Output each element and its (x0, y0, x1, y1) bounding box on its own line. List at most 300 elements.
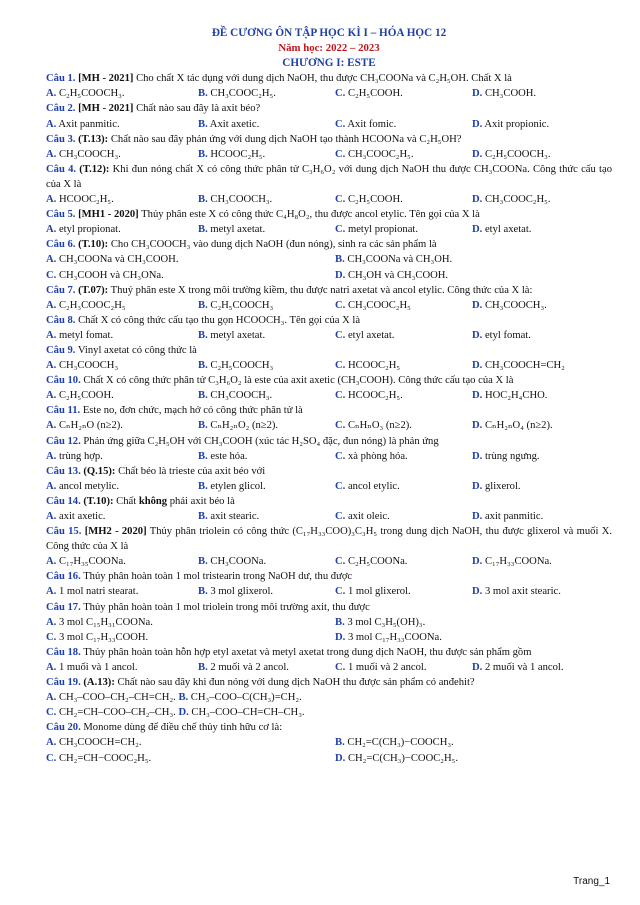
answer-option (46, 751, 335, 766)
answer-options (46, 192, 612, 207)
answer-option (472, 117, 612, 132)
answer-options (46, 388, 612, 403)
question-stem (46, 343, 612, 358)
question-stem (46, 313, 612, 328)
option-letter: C. (335, 480, 346, 492)
option-letter: A. (46, 511, 57, 522)
option-letter: B. (198, 194, 208, 206)
question-number: Câu 4. (46, 163, 77, 175)
option-text: 1 mol natri stearat. (58, 586, 139, 598)
option-letter: C. (335, 511, 346, 522)
option-text: CH₃COOCH=CH₂ (484, 360, 565, 372)
answer-option (335, 358, 472, 373)
question-stem (46, 283, 612, 298)
option-letter: D. (472, 420, 483, 432)
question-number: Câu 5. (46, 209, 76, 221)
answer-option (335, 660, 472, 675)
option-text: trùng ngưng. (484, 450, 540, 462)
question-item (46, 71, 612, 101)
option-text: xà phòng hóa. (347, 450, 408, 462)
answer-option (46, 479, 198, 494)
option-text: Axit axetic. (209, 118, 260, 130)
answer-option (198, 554, 335, 569)
answer-option (198, 358, 335, 373)
option-letter: D. (178, 707, 189, 719)
question-text: Phản ứng giữa C₂H₅OH với CH₃COOH (xúc tác H₂SO₄ đặc, đun nóng) là phản ứng (83, 435, 439, 447)
question-stem (46, 494, 612, 509)
answer-option (335, 554, 472, 569)
answer-option (46, 615, 335, 630)
option-letter: B. (198, 556, 208, 568)
option-text: metyl fomat. (58, 329, 114, 341)
answer-option (472, 192, 612, 207)
option-text: CH₃–COO–C(CH₃)=CH₂. (188, 692, 302, 704)
answer-option (46, 554, 198, 569)
option-text: etyl propionat. (58, 224, 121, 236)
option-text: C₂H₅COOCH₃ (210, 360, 274, 372)
option-text: CH₃COOCH₃. (210, 390, 273, 402)
answer-option (46, 86, 198, 101)
question-number: Câu 11. (46, 405, 81, 417)
question-stem (46, 101, 612, 116)
option-letter: A. (46, 299, 57, 311)
option-letter: A. (46, 480, 57, 492)
option-letter: A. (46, 118, 57, 130)
option-letter: D. (472, 194, 483, 206)
answer-option (335, 751, 612, 766)
answer-option (198, 584, 335, 599)
option-letter: C. (335, 661, 346, 673)
option-text: etyl axetat. (347, 329, 395, 341)
option-letter: B. (335, 254, 345, 266)
option-text: CH₃COOCH₃. (210, 194, 273, 206)
option-text: ancol etylic. (347, 480, 400, 492)
option-text: glixerol. (484, 480, 521, 492)
option-text: HOC₂H₄CHO. (484, 390, 548, 402)
document-title: ĐỀ CƯƠNG ÔN TẬP HỌC KÌ I – HÓA HỌC 12 (211, 27, 447, 39)
answer-option (46, 298, 198, 313)
option-text: C₂H₅COOH. (347, 194, 403, 206)
option-letter: A. (46, 329, 57, 341)
answer-option (472, 660, 612, 675)
answer-options (46, 147, 612, 162)
question-source-tag: (T.07): (78, 284, 109, 296)
answer-option (335, 86, 472, 101)
option-letter: B. (198, 390, 208, 402)
answer-option (198, 509, 335, 524)
option-letter: C. (335, 118, 346, 130)
option-text: 3 mol C₃H₅(OH)₃. (347, 616, 426, 628)
option-text: CH₂=CH−COOC₂H₅. (58, 752, 152, 764)
answer-options (46, 615, 612, 645)
option-text: Axit fomic. (347, 118, 397, 130)
answer-option (46, 358, 198, 373)
answer-option (46, 147, 198, 162)
question-source-tag: [MH1 - 2020] (78, 209, 139, 221)
answer-options (46, 584, 612, 599)
question-stem (46, 162, 612, 192)
answer-option (472, 479, 612, 494)
question-text: Thủy phân hoàn toàn hỗn hợp etyl axetat và metyl axetat trong dung dịch NaOH, thu được sản phẩm gồm (83, 646, 532, 658)
answer-options (46, 735, 612, 765)
question-number: Câu 16. (46, 571, 81, 583)
option-letter: D. (472, 556, 483, 568)
document-page (46, 26, 612, 766)
answer-option (46, 252, 335, 267)
answer-option (335, 268, 612, 283)
option-letter: B. (198, 511, 208, 522)
option-text: metyl axetat. (210, 329, 266, 341)
option-letter: B. (198, 480, 208, 492)
option-text: etyl fomat. (484, 329, 531, 341)
option-letter: A. (46, 420, 57, 432)
option-text: CH₃COOCH=CH₂. (58, 737, 142, 749)
option-letter: B. (198, 118, 208, 130)
option-text: metyl propionat. (347, 224, 418, 236)
question-source-tag: [MH - 2021] (78, 103, 134, 115)
option-letter: D. (472, 329, 483, 341)
answer-option (198, 449, 335, 464)
question-list (46, 71, 612, 765)
option-text: 2 muối và 1 ancol. (484, 661, 564, 673)
question-stem (46, 645, 612, 660)
option-letter: C. (335, 194, 346, 206)
answer-option (198, 117, 335, 132)
question-stem (46, 373, 612, 388)
option-letter: A. (46, 360, 57, 372)
question-text: Chất (116, 495, 139, 507)
answer-option (335, 735, 612, 750)
option-letter: B. (198, 586, 208, 598)
option-text: CₙH₂ₙO (n≥2). (58, 420, 123, 432)
question-number: Câu 1. (46, 73, 76, 85)
answer-option (198, 298, 335, 313)
question-stem (46, 600, 612, 615)
answer-option (335, 298, 472, 313)
option-letter: C. (335, 586, 346, 598)
answer-option (46, 328, 198, 343)
option-letter: C. (335, 329, 346, 341)
option-text: 3 mol C₁₅H₃₁COONa. (58, 616, 153, 628)
option-letter: B. (198, 329, 208, 341)
option-text: etyl axetat. (484, 224, 532, 236)
question-text: Thủy phân triolein có công thức (C₁₇H₃₃COO)₃C₃H₅ trong dung dịch NaOH, thu được glixerol và muối X. Công thức của X là (46, 526, 613, 553)
answer-option (46, 584, 198, 599)
option-letter: D. (472, 118, 483, 130)
answer-option (335, 147, 472, 162)
option-letter: B. (198, 88, 208, 100)
option-letter: B. (198, 224, 208, 236)
answer-option (46, 117, 198, 132)
option-letter: A. (46, 390, 57, 402)
question-stem (46, 569, 612, 584)
option-letter: A. (46, 616, 57, 628)
answer-option (46, 388, 198, 403)
question-text: Chất nào sau đây khi đun nóng với dung dịch NaOH thu được sản phẩm có anđehit? (117, 677, 475, 689)
answer-option (198, 192, 335, 207)
question-item (46, 569, 612, 599)
question-stem (46, 71, 612, 86)
option-text: este hóa. (210, 450, 248, 462)
option-text: 3 mol glixerol. (210, 586, 274, 598)
school-year: Năm học: 2022 – 2023 (278, 42, 380, 55)
question-stem (46, 675, 612, 690)
question-text: Thủy phân este X có công thức C₄H₈O₂, thu được ancol etylic. Tên gọi của X là (141, 209, 480, 221)
question-emphasis: không (138, 495, 168, 507)
option-letter: C. (335, 148, 346, 160)
question-source-tag: (Q.15): (83, 465, 116, 477)
option-letter: D. (472, 360, 483, 372)
answer-option (472, 554, 612, 569)
question-text: Thủy phân hoàn toàn 1 mol tristearin trong NaOH dư, thu được (83, 571, 353, 583)
question-source-tag: (T.12): (79, 163, 110, 175)
answer-options (46, 252, 612, 282)
question-number: Câu 15. (46, 526, 82, 538)
option-text: CH₃–COO–CH₂–CH=CH₂. (56, 692, 179, 704)
option-text: etylen glicol. (210, 480, 266, 492)
option-text: CH₃COONa. (210, 556, 267, 568)
question-stem (46, 403, 612, 418)
answer-line (46, 690, 612, 705)
answer-option (46, 660, 198, 675)
question-source-tag: (T.10): (78, 239, 109, 251)
answer-option (46, 630, 335, 645)
answer-options (46, 222, 612, 237)
answer-option (46, 268, 335, 283)
answer-option (46, 509, 198, 524)
option-text: CH₃COONa và CH₃OH. (347, 254, 453, 266)
question-number: Câu 7. (46, 284, 76, 296)
question-text: Monome dùng để điều chế thủy tinh hữu cơ là: (83, 722, 283, 734)
answer-options (46, 117, 612, 132)
option-text: HCOOC₂H₅. (347, 390, 403, 402)
option-letter: A. (46, 194, 57, 206)
answer-option (198, 222, 335, 237)
answer-options (46, 554, 612, 569)
question-source-tag: (T.10): (83, 495, 114, 507)
option-letter: A. (46, 224, 57, 236)
question-text: Chất béo là trieste của axit béo với (118, 465, 266, 477)
option-text: C₂H₅COONa. (347, 556, 408, 568)
answer-option (335, 252, 612, 267)
answer-option (472, 328, 612, 343)
option-letter: C. (46, 707, 57, 719)
option-text: C₂H₅COOCH₃. (58, 88, 125, 100)
option-letter: B. (178, 692, 189, 704)
answer-option (472, 388, 612, 403)
answer-option (198, 388, 335, 403)
option-text: 1 mol glixerol. (347, 586, 411, 598)
option-letter: D. (472, 88, 483, 100)
answer-option (46, 449, 198, 464)
question-number: Câu 3. (46, 133, 76, 145)
option-text: 3 mol C₁₇H₃₃COOH. (58, 631, 149, 643)
answer-option (335, 388, 472, 403)
option-letter: B. (198, 360, 208, 372)
answer-option (198, 418, 335, 433)
option-letter: D. (472, 450, 483, 462)
question-item (46, 720, 612, 765)
answer-option (335, 328, 472, 343)
answer-option (198, 328, 335, 343)
option-text: 3 mol axit stearic. (484, 586, 561, 598)
option-text: HCOOC₂H₅. (210, 148, 266, 160)
option-letter: C. (335, 450, 346, 462)
option-letter: D. (472, 299, 483, 311)
question-text: Chất nào sau đây phản ứng với dung dịch NaOH tạo thành HCOONa và C₂H₅OH? (110, 133, 462, 145)
option-letter: B. (198, 420, 208, 432)
option-letter: D. (472, 480, 483, 492)
option-letter: A. (46, 586, 57, 598)
answer-option (46, 222, 198, 237)
option-text: CH₃COOH. (484, 88, 537, 100)
option-letter: D. (472, 148, 483, 160)
option-letter: D. (472, 224, 483, 236)
option-letter: A. (46, 556, 57, 568)
option-letter: D. (472, 661, 483, 673)
option-letter: A. (46, 661, 57, 673)
option-letter: C. (335, 420, 346, 432)
answer-option (335, 615, 612, 630)
option-letter: B. (198, 450, 208, 462)
question-item (46, 434, 612, 464)
option-letter: A. (46, 254, 57, 266)
question-item (46, 162, 612, 207)
question-stem (46, 524, 612, 554)
option-letter: C. (46, 631, 57, 643)
answer-option (335, 117, 472, 132)
question-text: Thuỷ phân este X trong môi trường kiềm, thu được natri axetat và ancol etylic. Công thức của X là: (110, 284, 533, 296)
option-text: CH₃COOCH₃ (58, 360, 119, 372)
option-text: C₂H₅COOH. (58, 390, 114, 402)
question-item (46, 283, 612, 313)
option-text: C₂H₅COOCH₃. (484, 148, 551, 160)
option-letter: B. (335, 737, 345, 749)
answer-options (46, 358, 612, 373)
option-letter: B. (198, 148, 208, 160)
answer-option (335, 449, 472, 464)
option-letter: C. (335, 556, 346, 568)
answer-option (46, 735, 335, 750)
option-letter: A. (46, 737, 57, 749)
answer-option (472, 358, 612, 373)
question-source-tag: [MH2 - 2020] (84, 526, 147, 538)
option-text: CH₃COOC₂H₅. (210, 88, 276, 100)
option-letter: B. (198, 661, 208, 673)
answer-option (472, 147, 612, 162)
option-text: HCOOC₂H₅. (58, 194, 114, 206)
question-number: Câu 19. (46, 677, 81, 689)
option-text: 1 muối và 1 ancol. (58, 661, 138, 673)
answer-option (472, 222, 612, 237)
option-text: axit stearic. (210, 511, 260, 522)
question-item (46, 524, 612, 569)
answer-option (472, 449, 612, 464)
question-number: Câu 17. (46, 601, 81, 613)
option-text: C₂H₅COOCH₃ (210, 299, 274, 311)
option-letter: A. (46, 88, 57, 100)
question-item (46, 675, 612, 720)
answer-option (335, 509, 472, 524)
option-text: CH₃COONa và CH₃COOH. (58, 254, 179, 266)
option-text: C₂H₅COOH. (347, 88, 403, 100)
answer-options (46, 509, 612, 524)
question-text: Thủy phân hoàn toàn 1 mol triolein trong môi trường axit, thu được (83, 601, 370, 613)
option-text: C₂H₃COOC₂H₅ (58, 299, 126, 311)
question-text: Cho CH₃COOCH₃ vào dung dịch NaOH (đun nóng), sinh ra các sản phẩm là (110, 239, 437, 251)
option-letter: C. (335, 390, 346, 402)
option-text: CₙHₙO₃ (n≥2). (347, 420, 412, 432)
answer-options (46, 298, 612, 313)
option-letter: C. (335, 224, 346, 236)
option-letter: D. (335, 631, 346, 643)
option-letter: B. (335, 616, 345, 628)
option-text: C₁₇H₃₃COONa. (484, 556, 552, 568)
question-item (46, 373, 612, 403)
answer-option (46, 192, 198, 207)
question-stem (46, 132, 612, 147)
answer-option (472, 509, 612, 524)
question-number: Câu 6. (46, 239, 76, 251)
option-letter: D. (472, 390, 483, 402)
question-text: Khi đun nóng chất X có công thức phân tử C₃H₆O₂ với dung dịch NaOH thu được CH₃COONa. Công thức cấu tạo của X là (46, 163, 612, 190)
option-text: CH₃COOC₂H₅. (347, 148, 414, 160)
option-text: CH₂=C(CH₃)−COOC₂H₅. (347, 752, 458, 764)
answer-option (335, 192, 472, 207)
answer-option (198, 660, 335, 675)
option-text: 3 mol C₁₇H₃₃COONa. (347, 631, 442, 643)
option-text: axit oleic. (347, 511, 390, 522)
answer-options (46, 86, 612, 101)
option-text: trùng hợp. (58, 450, 103, 462)
option-text: CH₃OH và CH₃COOH. (347, 269, 449, 281)
answer-option (46, 418, 198, 433)
answer-option (198, 86, 335, 101)
option-text: 2 muối và 2 ancol. (210, 661, 289, 673)
option-letter: A. (46, 148, 57, 160)
question-text: Chất nào sau đây là axit béo? (136, 103, 261, 115)
answer-option (335, 584, 472, 599)
option-text: axit axetic. (58, 511, 106, 522)
option-text: metyl axetat. (210, 224, 266, 236)
option-text: CH₃COOH và CH₃ONa. (58, 269, 164, 281)
question-number: Câu 9. (46, 344, 76, 356)
question-number: Câu 2. (46, 103, 76, 115)
question-number: Câu 8. (46, 314, 76, 326)
option-letter: C. (335, 299, 346, 311)
question-stem (46, 434, 612, 449)
question-item (46, 494, 612, 524)
question-stem (46, 464, 612, 479)
option-text: HCOOC₂H₅ (347, 360, 401, 372)
option-text: CₙH₂ₙO₂ (n≥2). (210, 420, 279, 432)
question-text: Chất X có công thức phân tử C₃H₆O₂ là este của axit axetic (CH₃COOH). Công thức cấu tạo của X là (83, 375, 514, 387)
question-source-tag: [MH - 2021] (78, 73, 134, 85)
question-stem (46, 207, 612, 222)
answer-options (46, 479, 612, 494)
answer-option (335, 222, 472, 237)
option-letter: D. (335, 269, 346, 281)
option-text: CH₂=C(CH₃)−COOCH₃. (347, 737, 454, 749)
answer-line (46, 705, 612, 720)
answer-option (198, 147, 335, 162)
option-letter: B. (198, 299, 208, 311)
question-text: Vinyl axetat có công thức là (77, 344, 197, 356)
question-text: phải axit béo là (167, 495, 235, 507)
question-source-tag: (T.13): (78, 133, 109, 145)
answer-options (46, 328, 612, 343)
question-number: Câu 13. (46, 465, 81, 477)
